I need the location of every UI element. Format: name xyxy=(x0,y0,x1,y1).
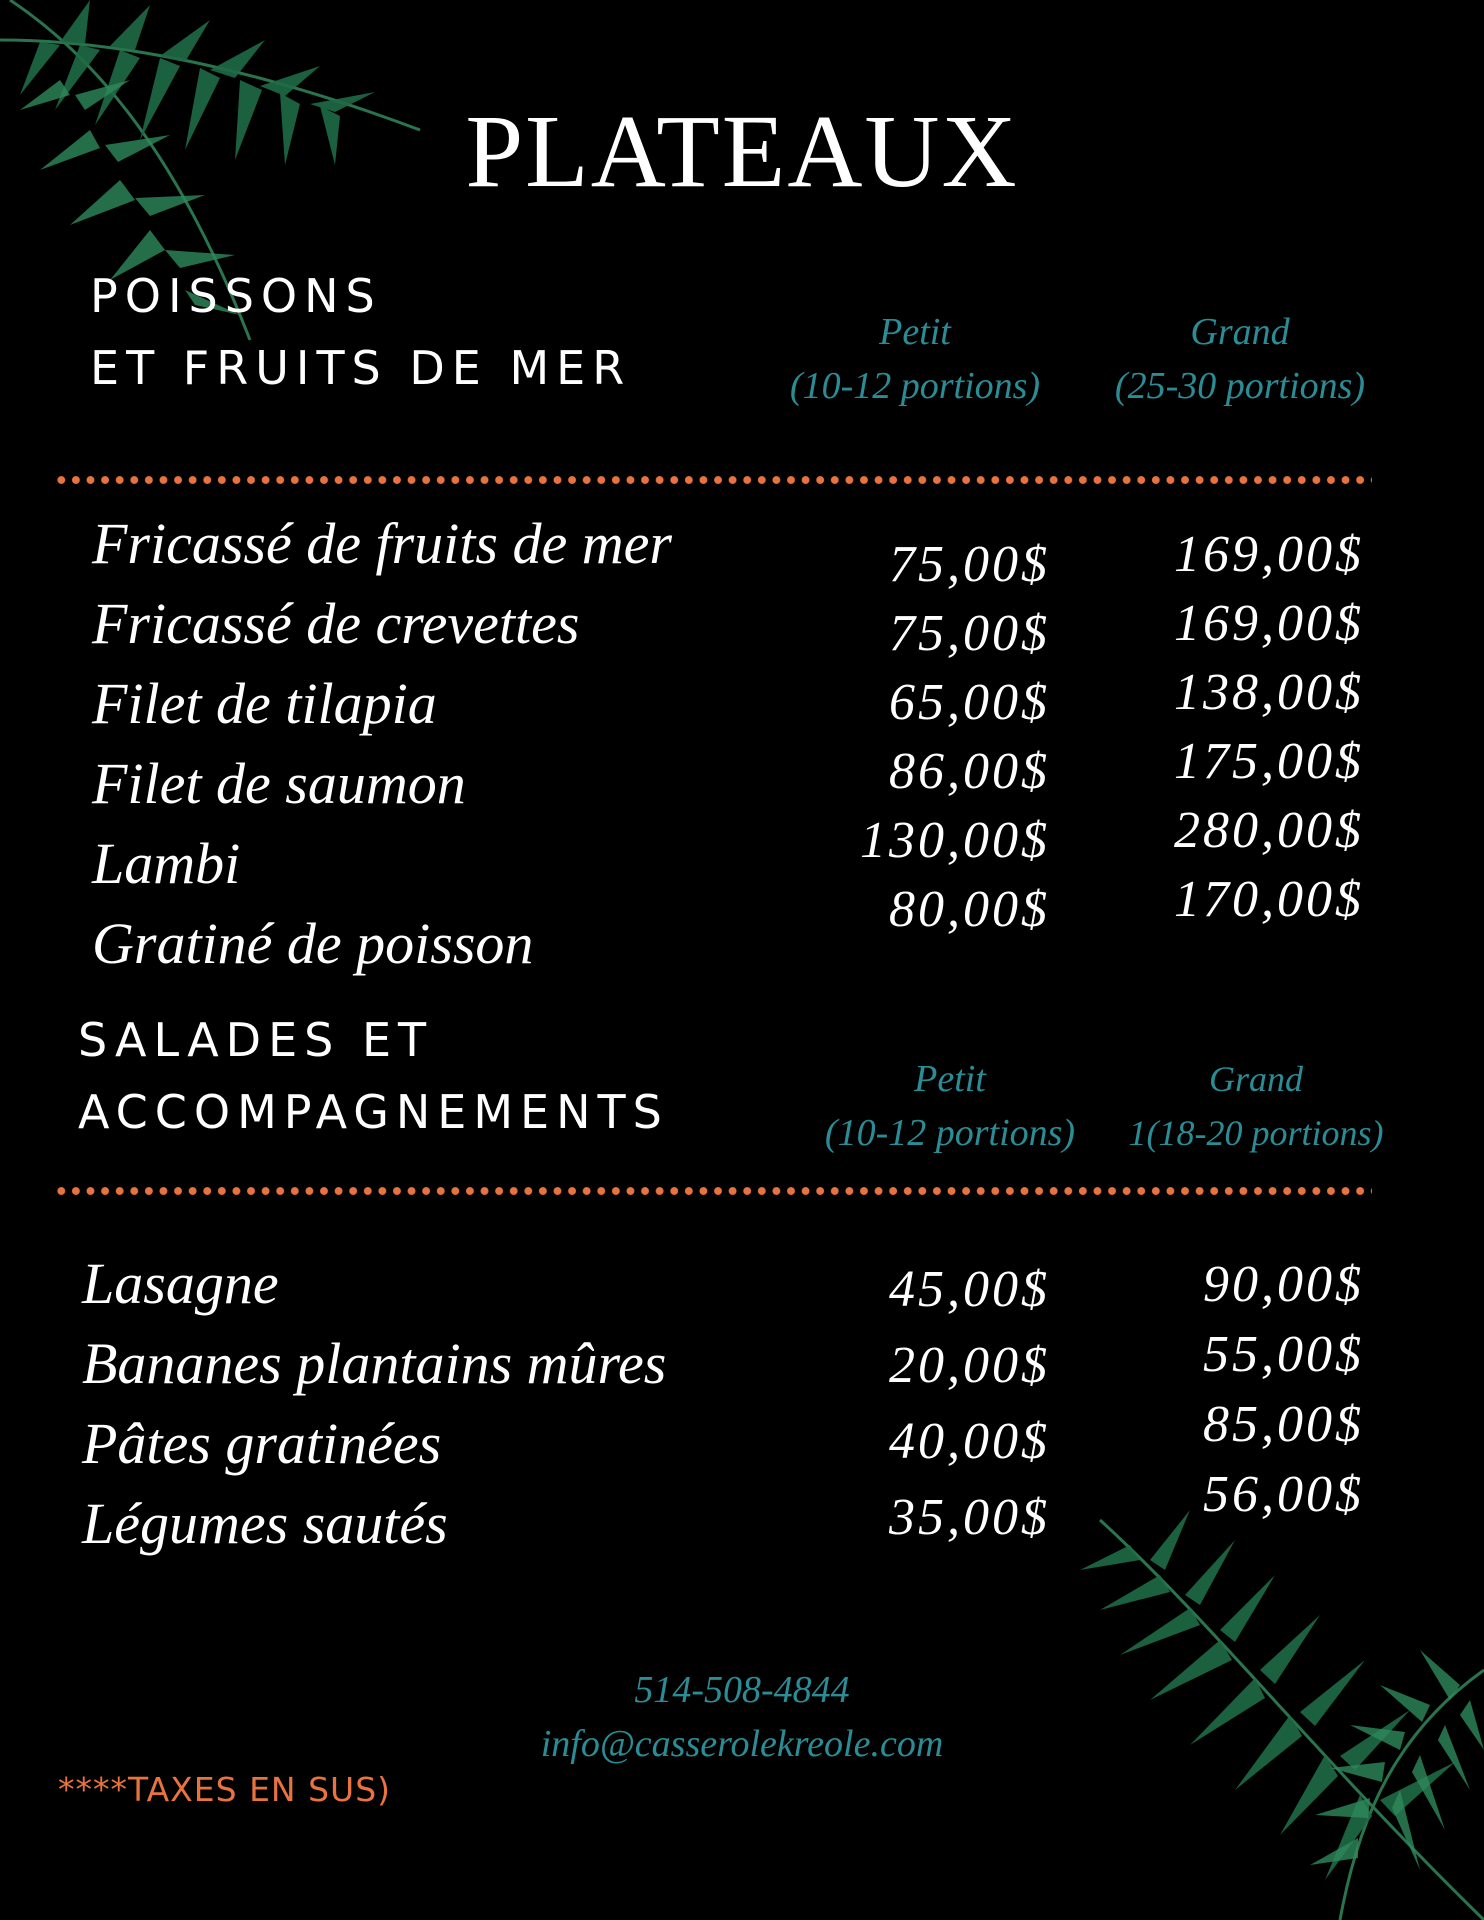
grand-portions: (25-30 portions) xyxy=(1114,365,1366,407)
petit-portions: (10-12 portions) xyxy=(789,365,1041,407)
petit-size-header xyxy=(815,1052,1085,1160)
grand-price: 170,00$ xyxy=(1174,871,1364,928)
petit-price: 75,00$ xyxy=(889,536,1050,593)
petit-price: 45,00$ xyxy=(889,1261,1050,1318)
petit-price: 40,00$ xyxy=(889,1413,1050,1470)
menu-item: Lasagne xyxy=(82,1251,279,1316)
menu-item: Gratiné de poisson xyxy=(92,911,534,976)
grand-price: 85,00$ xyxy=(1203,1396,1364,1453)
grand-price: 169,00$ xyxy=(1174,526,1364,583)
petit-price: 20,00$ xyxy=(889,1337,1050,1394)
taxes-note: ****TAXES EN SUS) xyxy=(58,1770,392,1809)
section-heading-line: SALADES ET xyxy=(78,1013,434,1067)
grand-size-header xyxy=(1100,305,1380,413)
petit-price: 65,00$ xyxy=(889,674,1050,731)
petit-price: 35,00$ xyxy=(889,1489,1050,1546)
menu-item: Légumes sautés xyxy=(82,1491,448,1556)
contact-email: info@casserolekreole.com xyxy=(540,1723,944,1765)
petit-price: 86,00$ xyxy=(889,743,1050,800)
menu-item: Bananes plantains mûres xyxy=(82,1331,667,1396)
grand-price: 175,00$ xyxy=(1174,733,1364,790)
grand-price: 280,00$ xyxy=(1174,802,1364,859)
petit-label: Petit xyxy=(879,311,951,353)
section-heading-line: ET FRUITS DE MER xyxy=(90,341,632,395)
grand-size-header xyxy=(1125,1052,1387,1160)
contact-phone: 514-508-4844 xyxy=(634,1669,850,1711)
menu-item: Lambi xyxy=(92,831,241,896)
menu-item: Filet de saumon xyxy=(92,751,466,816)
grand-price: 55,00$ xyxy=(1203,1326,1364,1383)
petit-portions: (10-12 portions) xyxy=(824,1112,1076,1154)
grand-price: 90,00$ xyxy=(1203,1256,1364,1313)
grand-portions: 1(18-20 portions) xyxy=(1128,1113,1384,1153)
menu-item: Fricassé de fruits de mer xyxy=(92,511,672,576)
grand-price: 138,00$ xyxy=(1174,664,1364,721)
menu-item: Filet de tilapia xyxy=(92,671,437,736)
page-title: PLATEAUX xyxy=(465,94,1019,209)
section-heading-salades xyxy=(78,1004,669,1148)
grand-label: Grand xyxy=(1190,311,1290,353)
dotted-divider xyxy=(54,474,1372,486)
petit-price: 130,00$ xyxy=(860,812,1050,869)
petit-size-header xyxy=(780,305,1050,413)
section-heading-poissons xyxy=(90,260,631,404)
petit-label: Petit xyxy=(914,1058,986,1100)
section-heading-line: ACCOMPAGNEMENTS xyxy=(78,1085,669,1139)
grand-label: Grand xyxy=(1208,1059,1303,1099)
petit-price: 75,00$ xyxy=(889,605,1050,662)
menu-item: Fricassé de crevettes xyxy=(92,591,580,656)
petit-price: 80,00$ xyxy=(889,881,1050,938)
dotted-divider xyxy=(54,1185,1372,1197)
grand-price: 56,00$ xyxy=(1203,1466,1364,1523)
grand-price: 169,00$ xyxy=(1174,595,1364,652)
menu-item: Pâtes gratinées xyxy=(82,1411,442,1476)
section-heading-line: POISSONS xyxy=(90,269,382,323)
